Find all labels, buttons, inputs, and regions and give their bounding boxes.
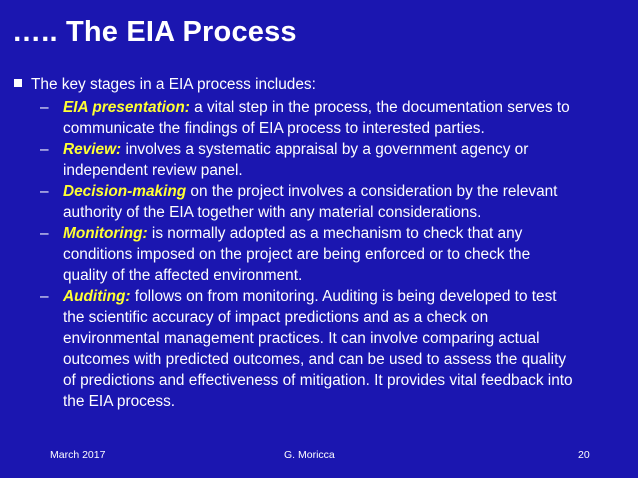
footer-date: March 2017: [50, 449, 106, 461]
footer-author: G. Moricca: [284, 449, 335, 461]
intro-text: The key stages in a EIA process includes:: [31, 76, 316, 93]
slide-title: ….. The EIA Process: [12, 16, 297, 48]
dash-bullet-icon: –: [40, 183, 49, 200]
stage-text: outcomes with predicted outcomes, and can be used to assess the quality: [63, 351, 567, 368]
stage-term: Auditing:: [63, 288, 131, 305]
stage-line: [63, 223, 630, 244]
stage-line: [63, 286, 630, 307]
stage-text: involves a systematic appraisal by a government agency or: [121, 141, 529, 158]
stage-text: quality of the affected environment.: [63, 267, 303, 284]
stage-line: [63, 97, 630, 118]
stage-line: [63, 139, 630, 160]
dash-bullet-icon: –: [40, 141, 49, 158]
stage-text: authority of the EIA together with any material considerations.: [63, 204, 482, 221]
stage-text: follows on from monitoring. Auditing is being developed to test: [130, 288, 557, 305]
stage-text: communicate the findings of EIA process to interested parties.: [63, 120, 485, 137]
page-number: 20: [578, 449, 590, 461]
stage-text: on the project involves a consideration by the relevant: [186, 183, 558, 200]
intro-bullet: [14, 74, 316, 95]
stage-text: a vital step in the process, the documentation serves to: [189, 99, 570, 116]
stage-text: of predictions and effectiveness of mitigation. It provides vital feedback into: [63, 372, 573, 389]
stage-text: environmental management practices. It can involve comparing actual: [63, 330, 540, 347]
dash-bullet-icon: –: [40, 99, 49, 116]
stage-text: the scientific accuracy of impact predictions and as a check on: [63, 309, 489, 326]
stage-text: is normally adopted as a mechanism to check that any: [147, 225, 523, 242]
square-bullet-icon: [14, 79, 22, 87]
stage-item: [40, 139, 630, 181]
stage-text: the EIA process.: [63, 393, 176, 410]
dash-bullet-icon: –: [40, 288, 49, 305]
stage-item: [40, 181, 630, 223]
stage-term: Decision-making: [63, 183, 187, 200]
stage-item: [40, 286, 630, 412]
stage-item: [40, 223, 630, 286]
stage-list: [40, 97, 630, 412]
stage-term: EIA presentation:: [63, 99, 190, 116]
stage-term: Monitoring:: [63, 225, 148, 242]
stage-text: conditions imposed on the project are being enforced or to check the: [63, 246, 531, 263]
stage-term: Review:: [63, 141, 122, 158]
dash-bullet-icon: –: [40, 225, 49, 242]
stage-item: [40, 97, 630, 139]
stage-line: [63, 181, 630, 202]
stage-text: independent review panel.: [63, 162, 243, 179]
